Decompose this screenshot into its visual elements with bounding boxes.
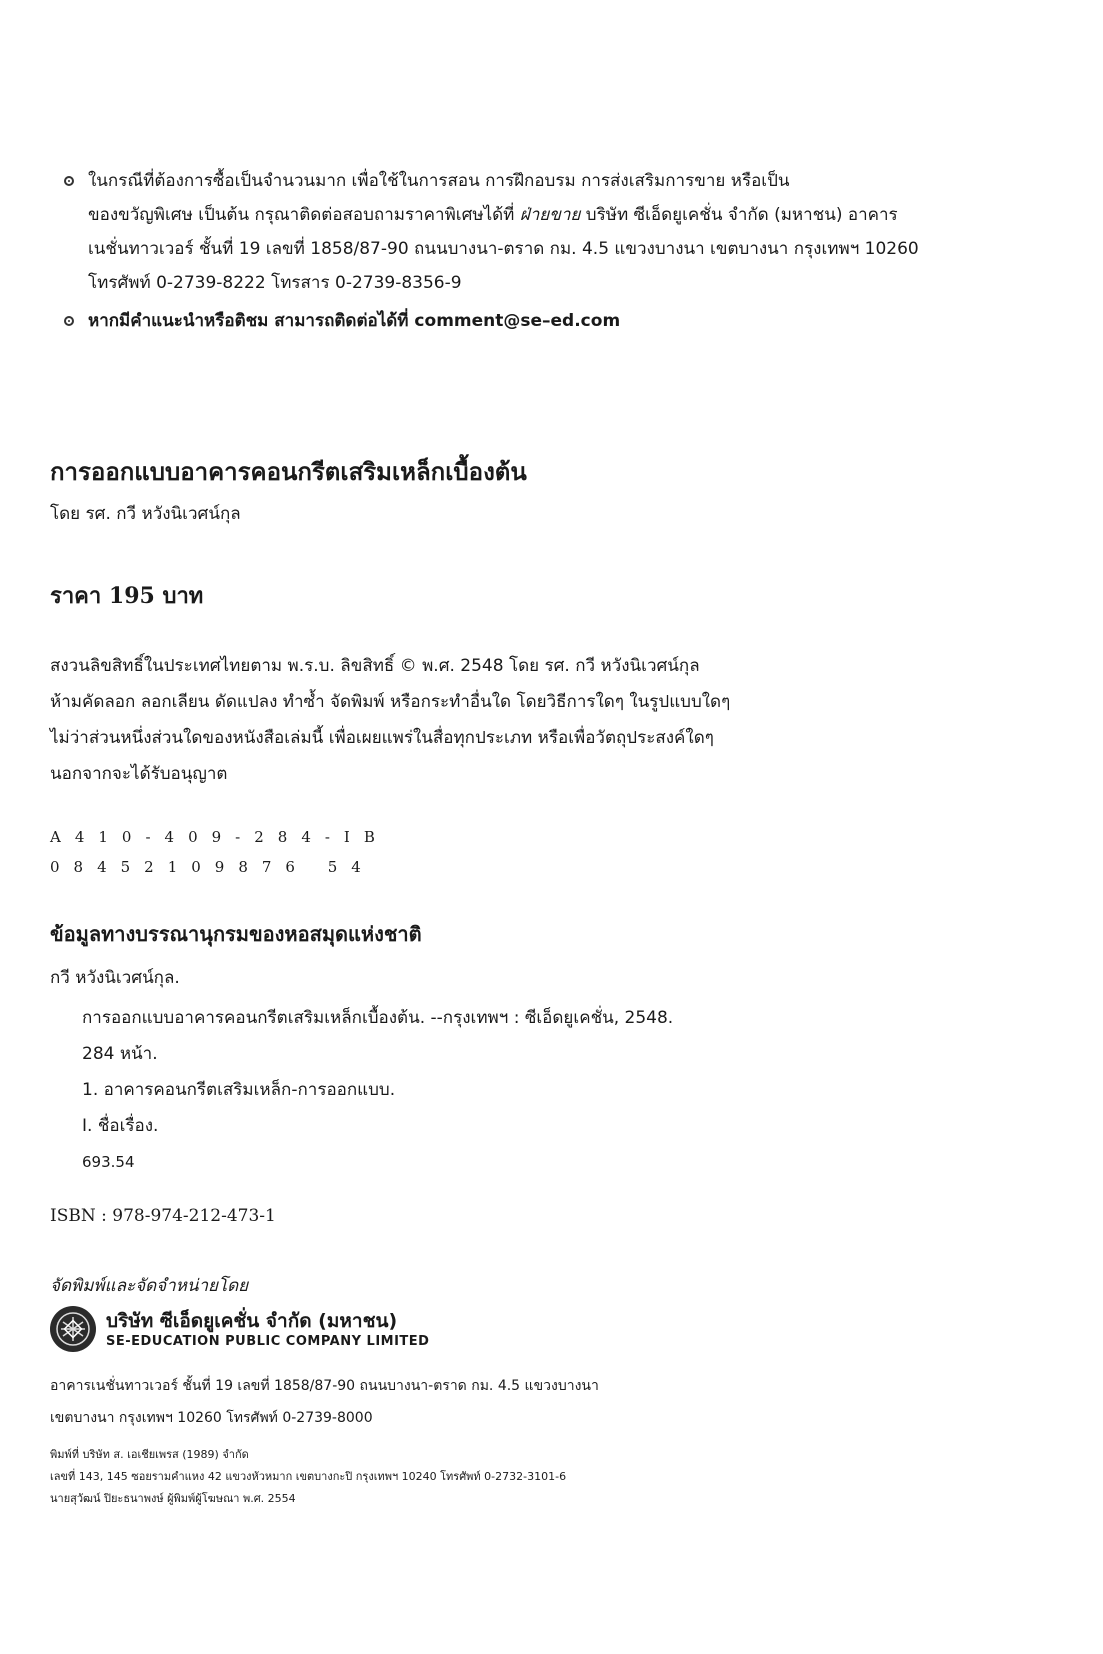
publisher-name-en: SE-EDUCATION PUBLIC COMPANY LIMITED [106, 1334, 430, 1349]
copyright-line: นอกจากจะได้รับอนุญาต [50, 764, 228, 784]
cip-author: กวี หวังนิเวศน์กุล. [50, 968, 180, 988]
copyright-line: สงวนลิขสิทธิ์ในประเทศไทยตาม พ.ร.บ. ลิขสิทธิ์ © พ.ศ. 2548 โดย รศ. กวี หวังนิเวศน์กุล [50, 656, 700, 676]
se-ed-logo-icon [50, 1306, 96, 1352]
notice-line [88, 198, 1058, 232]
publisher-address [50, 1370, 599, 1434]
cip-line: 284 หน้า. [82, 1044, 158, 1064]
address-line: อาคารเนชั่นทาวเวอร์ ชั้นที่ 19 เลขที่ 1858/87-90 ถนนบางนา-ตราด กม. 4.5 แขวงบางนา [50, 1378, 599, 1394]
feedback-text: หากมีคำแนะนำหรือติชม สามารถติดต่อได้ที่ comment@se–ed.com [88, 311, 621, 331]
printer-info [50, 1444, 566, 1510]
printer-line: นายสุวัฒน์ ปิยะธนาพงษ์ ผู้พิมพ์ผู้โฆษณา พ.ศ. 2554 [50, 1492, 296, 1505]
copyright-notice [50, 648, 730, 792]
printing-sequence: 08452109876 54 [50, 858, 375, 876]
copyright-line: ไม่ว่าส่วนหนึ่งส่วนใดของหนังสือเล่มนี้ เพื่อเผยแพร่ในสื่อทุกประเภท หรือเพื่อวัตถุประสงค์ใดๆ [50, 728, 714, 748]
print-codes [50, 822, 389, 882]
cip-classification: 693.54 [82, 1153, 135, 1171]
copyright-line: ห้ามคัดลอก ลอกเลียน ดัดแปลง ทำซ้ำ จัดพิมพ์ หรือกระทำอื่นใด โดยวิธีการใดๆ ในรูปแบบใดๆ [50, 692, 731, 712]
notice-line: ในกรณีที่ต้องการซื้อเป็นจำนวนมาก เพื่อใช้ในการสอน การฝึกอบรม การส่งเสริมการขาย หรือเป็น [88, 171, 790, 191]
sales-dept-text: ฝ่ายขาย [519, 205, 581, 225]
notice-line: โทรศัพท์ 0-2739-8222 โทรสาร 0-2739-8356-9 [88, 273, 462, 293]
bullet-icon [64, 316, 74, 326]
book-title: การออกแบบอาคารคอนกรีตเสริมเหล็กเบื้องต้น [50, 457, 527, 486]
notice-list [58, 164, 1058, 338]
notice-feedback [58, 304, 1058, 338]
notice-bulk-order [58, 164, 1058, 300]
printer-line: เลขที่ 143, 145 ซอยรามคำแหง 42 แขวงหัวหมาก เขตบางกะปิ กรุงเทพฯ 10240 โทรศัพท์ 0-2732-3101-6 [50, 1470, 567, 1483]
publisher-label: จัดพิมพ์และจัดจำหน่ายโดย [50, 1276, 249, 1296]
notice-text: บริษัท ซีเอ็ดยูเคชั่น จำกัด (มหาชน) อาคาร [580, 205, 898, 225]
cip-line: I. ชื่อเรื่อง. [82, 1116, 159, 1136]
book-price: ราคา 195 บาท [50, 583, 204, 609]
cip-line: 1. อาคารคอนกรีตเสริมเหล็ก-การออกแบบ. [82, 1080, 396, 1100]
cip-line: การออกแบบอาคารคอนกรีตเสริมเหล็กเบื้องต้น. --กรุงเทพฯ : ซีเอ็ดยูเคชั่น, 2548. [82, 1008, 674, 1028]
cip-record [82, 1000, 673, 1180]
book-author: โดย รศ. กวี หวังนิเวศน์กุล [50, 504, 241, 524]
publisher-name-th: บริษัท ซีเอ็ดยูเคชั่น จำกัด (มหาชน) [106, 1310, 398, 1332]
address-line: เขตบางนา กรุงเทพฯ 10260 โทรศัพท์ 0-2739-8000 [50, 1410, 373, 1426]
notice-line: เนชั่นทาวเวอร์ ชั้นที่ 19 เลขที่ 1858/87-90 ถนนบางนา-ตราด กม. 4.5 แขวงบางนา เขตบางนา กรุงเทพฯ 10260 [88, 239, 919, 259]
bullet-icon [64, 176, 74, 186]
notice-text: ของขวัญพิเศษ เป็นต้น กรุณาติดต่อสอบถามราคาพิเศษได้ที่ [88, 205, 520, 225]
printer-line: พิมพ์ที่ บริษัท ส. เอเชียเพรส (1989) จำกัด [50, 1448, 249, 1461]
isbn: ISBN : 978-974-212-473-1 [50, 1206, 276, 1226]
cip-heading: ข้อมูลทางบรรณานุกรมของหอสมุดแห่งชาติ [50, 922, 422, 946]
product-code: A410-409-284-IB [50, 828, 389, 846]
